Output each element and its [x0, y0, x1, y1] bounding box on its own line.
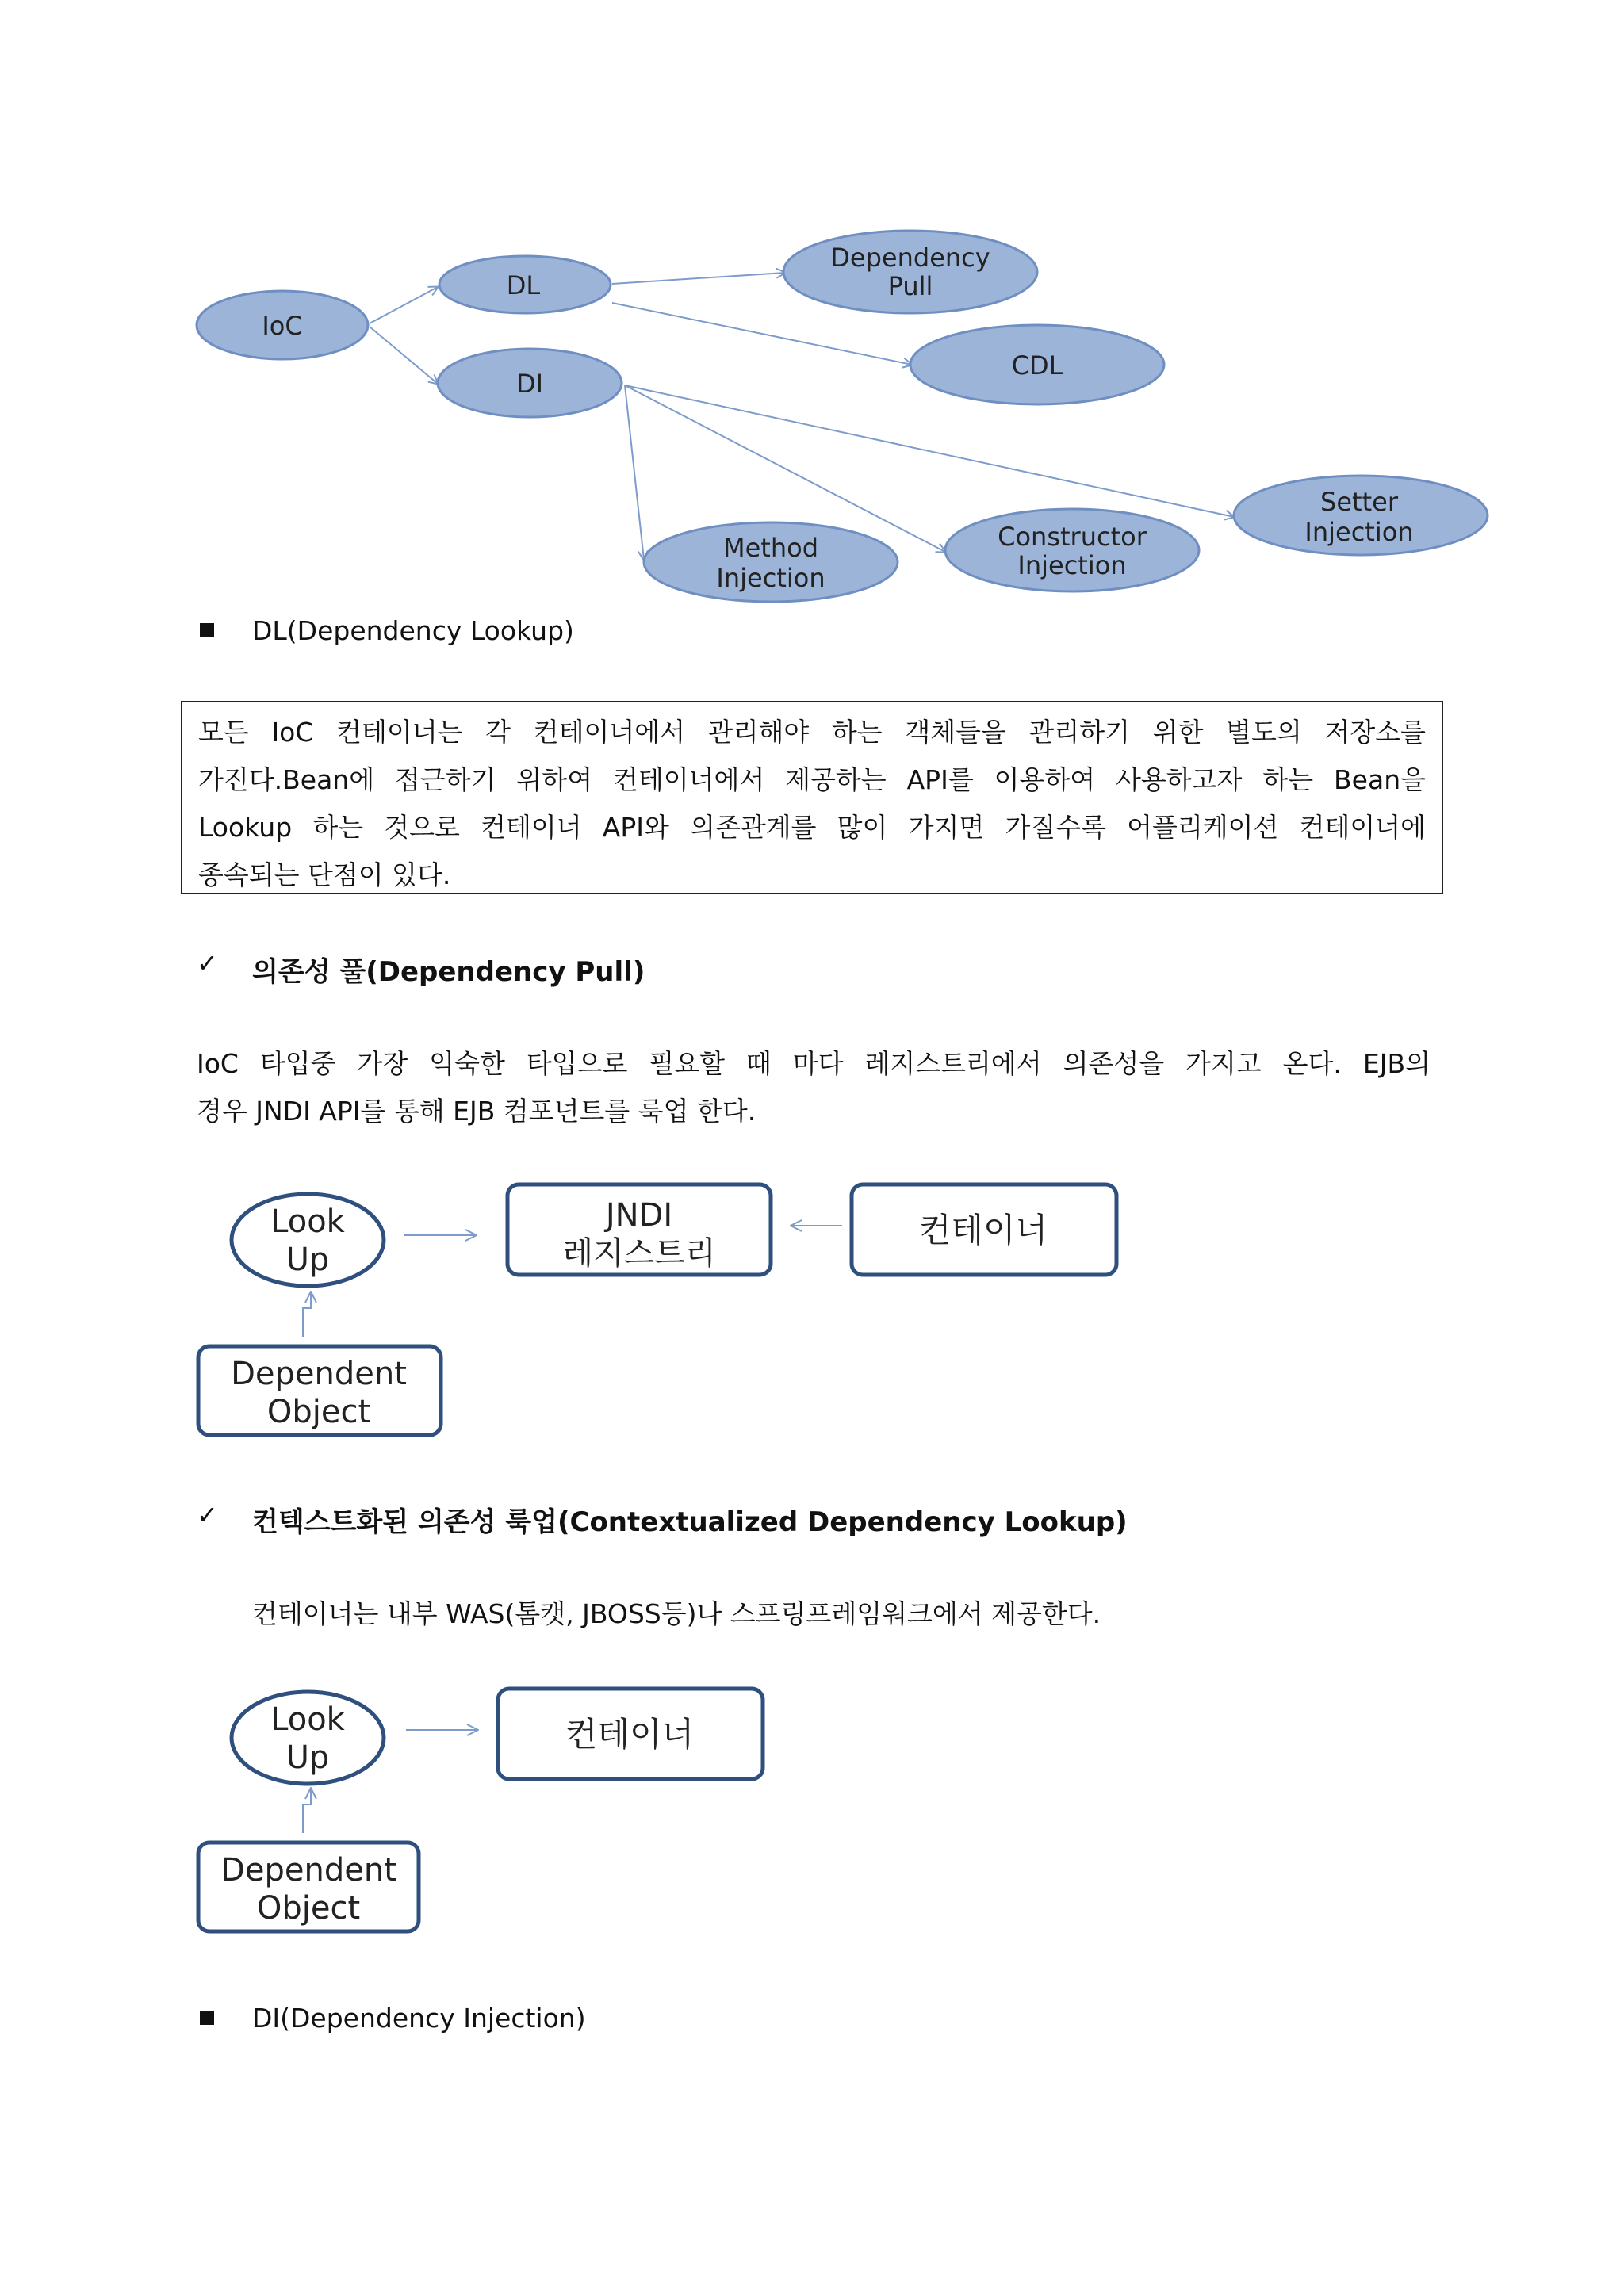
pull-registry-node	[508, 1184, 771, 1275]
pull-line: 경우 JNDI API를 통해 EJB 컴포넌트를 룩업 한다.	[197, 1096, 756, 1127]
svg-text:Object: Object	[266, 1394, 371, 1430]
svg-text:컨테이너: 컨테이너	[565, 1715, 695, 1754]
section-di-title: DI(Dependency Injection)	[252, 2003, 586, 2034]
cdl-diagram	[0, 1673, 1624, 1958]
dl-box-line: 모든 IoC 컨테이너는 각 컨테이너에서 관리해야 하는 객체들을 관리하기 위한 별도의 저장소를	[198, 717, 1426, 748]
node-setter-injection	[1234, 476, 1488, 555]
svg-text:Look: Look	[270, 1203, 345, 1240]
edge-di-method	[625, 385, 644, 560]
cdl-section-title: 컨텍스트화된 의존성 룩업(Contextualized Dependency Lookup)	[252, 1506, 1128, 1538]
arrow-dependent-to-lookup	[303, 1292, 311, 1337]
svg-text:레지스트리: 레지스트리	[562, 1235, 716, 1272]
node-method-injection	[644, 522, 898, 602]
cdl-description: 컨테이너는 내부 WAS(톰캣, JBOSS등)나 스프링프레임워크에서 제공한다.	[252, 1598, 1101, 1629]
svg-text:Setter: Setter	[1320, 487, 1398, 517]
svg-text:Injection: Injection	[1017, 550, 1127, 580]
svg-text:Up: Up	[285, 1242, 330, 1278]
pull-lookup-node	[232, 1194, 384, 1286]
edge-di-setter	[625, 385, 1234, 517]
node-constructor-injection	[945, 509, 1199, 591]
pull-description	[197, 1040, 1431, 1135]
arrow-dependent-to-lookup	[303, 1789, 311, 1833]
svg-text:Injection: Injection	[716, 563, 825, 593]
svg-text:IoC: IoC	[262, 311, 303, 341]
edge-ioc-di	[370, 327, 438, 384]
svg-text:DI: DI	[515, 369, 544, 399]
svg-text:Dependent: Dependent	[231, 1356, 407, 1392]
square-bullet-icon	[200, 2011, 214, 2025]
node-dependency-pull	[783, 231, 1037, 313]
square-bullet-icon	[200, 623, 214, 637]
check-mark-icon: ✓	[197, 948, 218, 978]
check-mark-icon: ✓	[197, 1500, 218, 1530]
cdl-dependent-node	[198, 1843, 419, 1931]
cdl-lookup-node	[232, 1692, 384, 1784]
svg-text:Pull: Pull	[887, 271, 933, 301]
dl-box-line: Lookup 하는 것으로 컨테이너 API와 의존관계를 많이 가지면 가질수록 어플리케이션 컨테이너에	[198, 812, 1426, 843]
svg-text:Method: Method	[722, 533, 819, 563]
svg-text:Dependency: Dependency	[830, 243, 990, 273]
ioc-diagram	[0, 0, 1624, 618]
svg-text:Up: Up	[285, 1739, 330, 1776]
svg-text:컨테이너: 컨테이너	[918, 1211, 1048, 1249]
section-dl-title: DL(Dependency Lookup)	[252, 615, 574, 646]
svg-text:CDL: CDL	[1011, 350, 1063, 381]
edge-dl-cdl	[612, 303, 912, 365]
pull-container-node	[852, 1184, 1116, 1275]
dl-box-line: 가진다.Bean에 접근하기 위하여 컨테이너에서 제공하는 API를 이용하여 사용하고자 하는 Bean을	[198, 764, 1426, 795]
node-dl	[439, 256, 611, 313]
svg-text:Dependent: Dependent	[220, 1852, 396, 1888]
edge-ioc-dl	[370, 287, 438, 323]
svg-text:DL: DL	[506, 270, 541, 300]
pull-dependent-node	[198, 1346, 441, 1435]
cdl-container-node	[498, 1689, 763, 1779]
pull-line: IoC 타입중 가장 익숙한 타입으로 필요할 때 마다 레지스트리에서 의존성을 가지고 온다. EJB의	[197, 1048, 1431, 1079]
svg-text:Object: Object	[256, 1890, 361, 1927]
node-di	[438, 349, 622, 417]
pull-diagram	[0, 1173, 1624, 1459]
dl-box-line: 종속되는 단점이 있다.	[198, 859, 451, 890]
node-ioc	[197, 291, 368, 359]
svg-text:Constructor: Constructor	[998, 522, 1147, 552]
dl-description-box	[181, 701, 1443, 894]
edge-dl-pull	[612, 273, 785, 284]
node-cdl	[910, 325, 1164, 404]
svg-text:Injection: Injection	[1304, 517, 1414, 547]
svg-text:JNDI: JNDI	[605, 1197, 673, 1234]
svg-text:Look: Look	[270, 1701, 345, 1738]
pull-section-title: 의존성 풀(Dependency Pull)	[252, 956, 645, 988]
